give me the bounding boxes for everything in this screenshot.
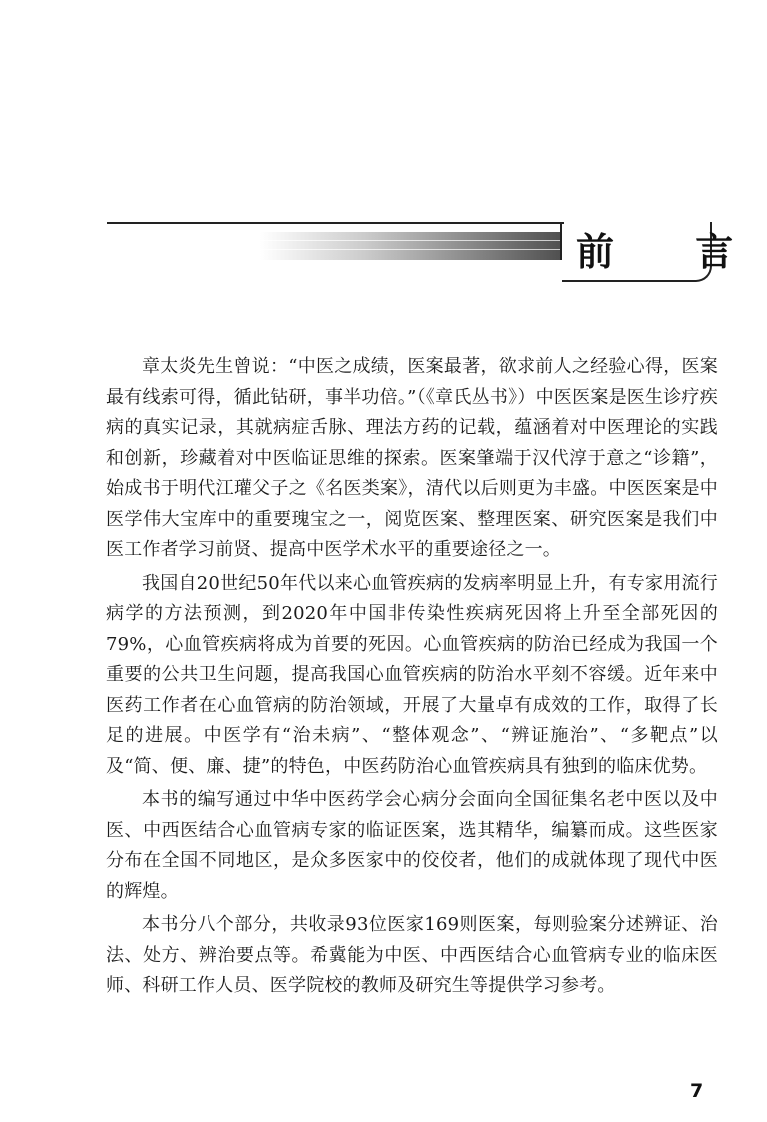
page-title: 前 言 bbox=[576, 230, 767, 274]
preface-body bbox=[106, 352, 718, 1002]
paragraph-1: 章太炎先生曾说：“中医之成绩，医案最著，欲求前人之经验心得，医案最有线索可得，循此钻研，事半功倍。”（《章氏丛书》）中医医案是医生诊疗疾病的真实记录，其就病症舌脉、理法方药的记载，蕴涵着对中医理论的实践和创新，珍藏着对中医临证思维的探索。医案肇端于汉代淳于意之“诊籍”，始成书于明代江瓘父子之《名医类案》，清代以后则更为丰盛。中医医案是中医学伟大宝库中的重要瑰宝之一，阅览医案、整理医案、研究医案是我们中医工作者学习前贤、提高中医学术水平的重要途径之一。 bbox=[106, 356, 718, 560]
header-decorative-band bbox=[260, 232, 562, 260]
paragraph-2: 我国自20世纪50年代以来心血管疾病的发病率明显上升，有专家用流行病学的方法预测，到2020年中国非传染性疾病死因将上升至全部死因的79%，心血管疾病将成为首要的死因。心血管疾病的防治已经成为我国一个重要的公共卫生问题，提高我国心血管疾病的防治水平刻不容缓。近年来中医药工作者在心血管病的防治领域，开展了大量卓有成效的工作，取得了长足的进展。中医学有“治未病”、“整体观念”、“辨证施治”、“多靶点”以及“简、便、廉、捷”的特色，中医药防治心血管疾病具有独到的临床优势。 bbox=[106, 572, 718, 777]
page-number: 7 bbox=[690, 1080, 704, 1102]
header-rule bbox=[107, 222, 564, 224]
paragraph-3: 本书的编写通过中华中医药学会心病分会面向全国征集名老中医以及中医、中西医结合心血管病专家的临证医案，选其精华，编纂而成。这些医家分布在全国不同地区，是众多医家中的佼佼者，他们的成就体现了现代中医的辉煌。 bbox=[106, 789, 718, 902]
paragraph-4: 本书分八个部分，共收录93位医家169则医案，每则验案分述辨证、治法、处方、辨治要点等。希冀能为中医、中西医结合心血管病专业的临床医师、科研工作人员、医学院校的教师及研究生等提供学习参考。 bbox=[106, 914, 718, 996]
